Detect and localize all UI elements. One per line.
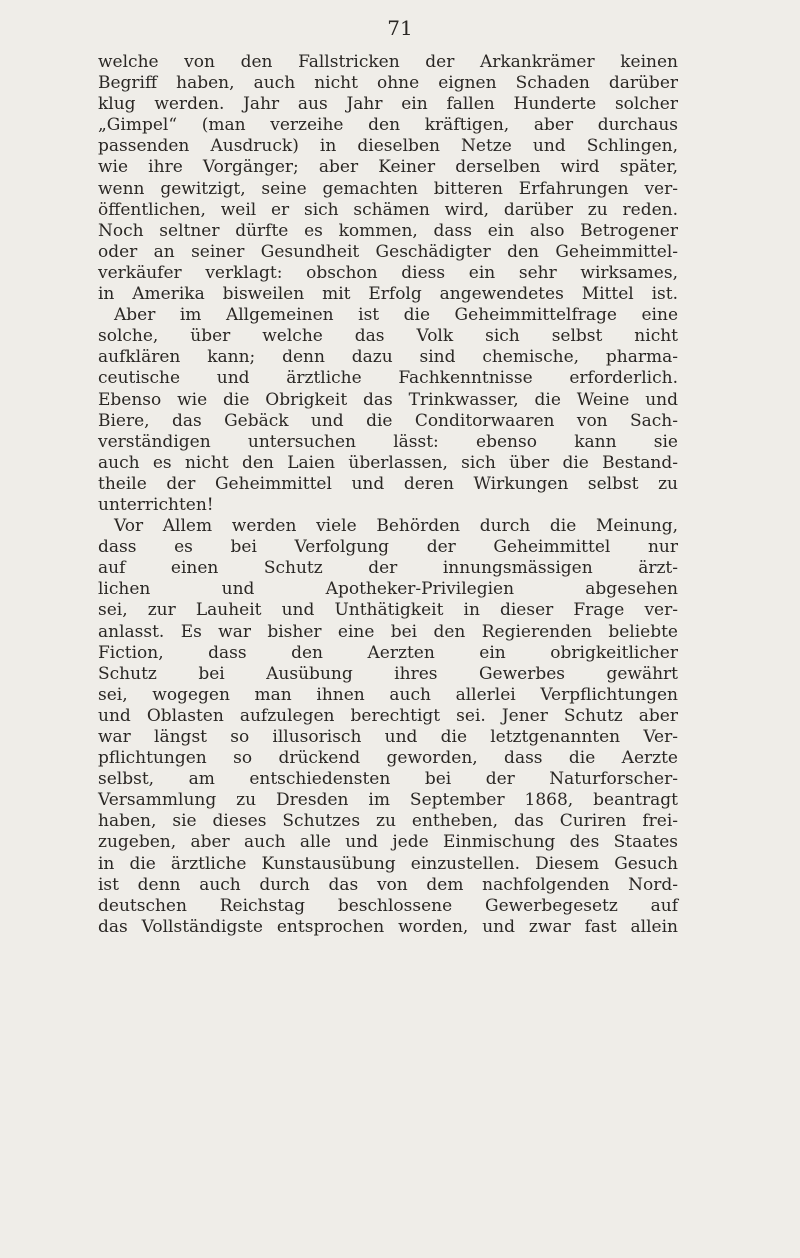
text-line: zugeben, aber auch alle und jede Einmischung des Staates [98,832,678,853]
text-line: unterrichten! [98,494,214,515]
text-line: ist denn auch durch das von dem nachfolgenden Nord- [98,874,678,895]
body-text [98,52,678,938]
text-line: in die ärztliche Kunstausübung einzustellen. Diesem Gesuch [98,853,678,874]
text-line: dass es bei Verfolgung der Geheimmittel nur [98,537,678,558]
text-line: Begriff haben, auch nicht ohne eignen Schaden darüber [98,73,678,94]
text-line: „Gimpel“ (man verzeihe den kräftigen, aber durchaus [98,115,678,136]
text-line: wie ihre Vorgänger; aber Keiner derselben wird später, [98,157,678,178]
text-line: das Vollständigste entsprochen worden, und zwar fast allein [98,916,678,937]
text-line: Aber im Allgemeinen ist die Geheimmittelfrage eine [114,305,678,326]
text-line: Schutz bei Ausübung ihres Gewerbes gewährt [98,663,678,684]
text-line: haben, sie dieses Schutzes zu entheben, das Curiren frei- [98,811,678,832]
text-line: pflichtungen so drückend geworden, dass die Aerzte [98,748,678,769]
text-line: klug werden. Jahr aus Jahr ein fallen Hunderte solcher [98,94,678,115]
text-line: Ebenso wie die Obrigkeit das Trinkwasser, die Weine und [98,389,678,410]
text-line: und Oblasten aufzulegen berechtigt sei. Jener Schutz aber [98,705,678,726]
text-line: welche von den Fallstricken der Arkankrämer keinen [98,52,678,72]
text-line: verkäufer verklagt: obschon diess ein sehr wirksames, [98,262,678,283]
text-line: ceutische und ärztliche Fachkenntnisse erforderlich. [98,368,678,389]
text-line: öffentlichen, weil er sich schämen wird, darüber zu reden. [98,199,678,220]
text-line: deutschen Reichstag beschlossene Gewerbegesetz auf [98,895,678,916]
text-line: aufklären kann; denn dazu sind chemische, pharma- [98,347,678,368]
text-line: passenden Ausdruck) in dieselben Netze und Schlingen, [98,136,678,157]
text-line: war längst so illusorisch und die letztgenannten Ver- [98,727,678,747]
text-line: lichen und Apotheker-Privilegien abgesehen [98,579,678,600]
text-line: auf einen Schutz der innungsmässigen ärzt- [98,558,678,579]
text-line: sei, zur Lauheit und Unthätigkeit in dieser Frage ver- [98,600,678,621]
text-line: Fiction, dass den Aerzten ein obrigkeitlicher [98,642,678,663]
text-line: oder an seiner Gesundheit Geschädigter den Geheimmittel- [98,241,678,262]
text-line: verständigen untersuchen lässt: ebenso kann sie [98,431,678,452]
text-line: Biere, das Gebäck und die Conditorwaaren von Sach- [98,410,678,431]
text-line: solche, über welche das Volk sich selbst nicht [98,326,678,347]
text-line: in Amerika bisweilen mit Erfolg angewendetes Mittel ist. [98,284,678,305]
text-line: wenn gewitzigt, seine gemachten bitteren Erfahrungen ver- [98,178,678,199]
text-line: theile der Geheimmittel und deren Wirkungen selbst zu [98,473,678,494]
text-line: anlasst. Es war bisher eine bei den Regierenden beliebte [98,621,678,642]
text-line: Versammlung zu Dresden im September 1868, beantragt [98,790,678,811]
text-line: Noch seltner dürfte es kommen, dass ein also Betrogener [98,220,678,241]
text-line: sei, wogegen man ihnen auch allerlei Verpflichtungen [98,684,678,705]
text-line: Vor Allem werden viele Behörden durch die Meinung, [114,516,678,537]
page-number: 71 [387,16,413,40]
text-line: auch es nicht den Laien überlassen, sich über die Bestand- [98,452,678,473]
text-line: selbst, am entschiedensten bei der Naturforscher- [98,769,678,790]
